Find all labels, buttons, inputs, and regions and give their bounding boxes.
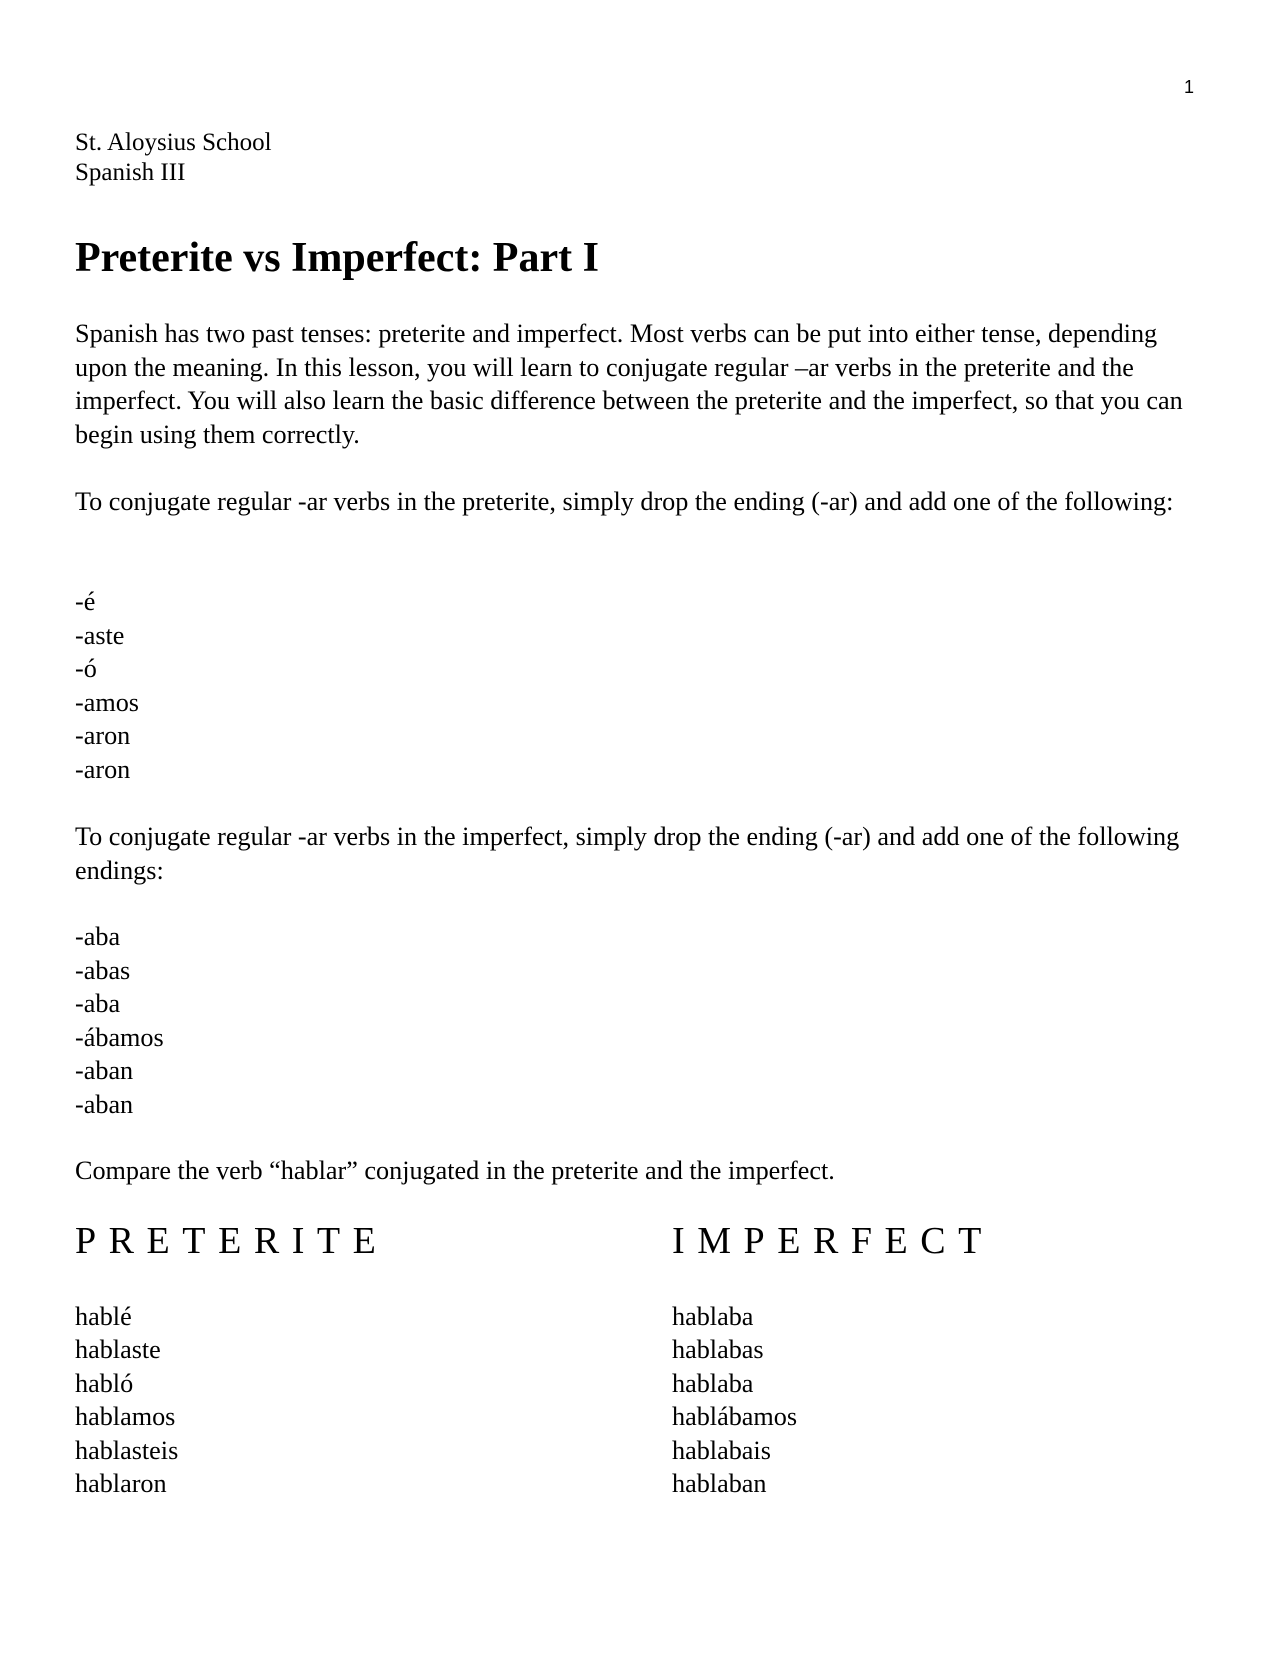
list-item: hablaba <box>672 1368 754 1398</box>
list-item: -ábamos <box>75 1022 164 1052</box>
preterite-heading: PRETERITE <box>75 1220 389 1262</box>
school-name: St. Aloysius School <box>75 129 272 156</box>
list-item: -aba <box>75 989 121 1019</box>
preterite-conjugation-list <box>75 1300 178 1500</box>
course-name: Spanish III <box>75 158 186 186</box>
list-item: hablábamos <box>672 1402 798 1432</box>
imperfect-conjugation-list <box>672 1300 797 1500</box>
page-title: Preterite vs Imperfect: Part I <box>75 235 599 281</box>
list-item: -aba <box>75 922 121 951</box>
list-item: -aste <box>75 620 125 650</box>
list-item: hablabas <box>672 1335 764 1365</box>
list-item: habló <box>75 1368 134 1398</box>
list-item: hablé <box>75 1302 132 1331</box>
list-item: -aron <box>75 754 131 784</box>
preterite-instructions: To conjugate regular -ar verbs in the preterite, simply drop the ending (-ar) and add one of the following: <box>75 487 1174 516</box>
list-item: hablasteis <box>75 1435 179 1465</box>
imperfect-endings-list <box>75 920 164 1122</box>
list-item: -abas <box>75 955 131 985</box>
list-item: hablamos <box>75 1402 176 1432</box>
imperfect-heading: IMPERFECT <box>672 1220 994 1262</box>
page-number: 1 <box>1184 77 1195 97</box>
list-item: hablaste <box>75 1335 161 1365</box>
document-header <box>75 128 272 187</box>
list-item: hablaban <box>672 1469 767 1499</box>
list-item: -aban <box>75 1089 134 1119</box>
list-item: hablabais <box>672 1435 771 1465</box>
list-item: hablaron <box>75 1469 167 1499</box>
list-item: -ó <box>75 654 97 684</box>
imperfect-instructions: To conjugate regular -ar verbs in the imperfect, simply drop the ending (-ar) and add one of the following endings: <box>75 822 1180 885</box>
list-item: -aron <box>75 721 131 751</box>
preterite-endings-list <box>75 585 139 787</box>
list-item: -aban <box>75 1056 134 1086</box>
list-item: -é <box>75 587 96 616</box>
list-item: -amos <box>75 687 139 717</box>
intro-paragraph: Spanish has two past tenses: preterite and imperfect. Most verbs can be put into either tense, depending upon the meaning. In this lesson, you will learn to conjugate regular –ar verbs in the preterite and the imperfect. You will also learn the basic difference between the preterite and the imperfect, so that you can begin using them correctly. <box>75 319 1183 449</box>
compare-sentence: Compare the verb “hablar” conjugated in the preterite and the imperfect. <box>75 1156 835 1185</box>
list-item: hablaba <box>672 1302 754 1331</box>
